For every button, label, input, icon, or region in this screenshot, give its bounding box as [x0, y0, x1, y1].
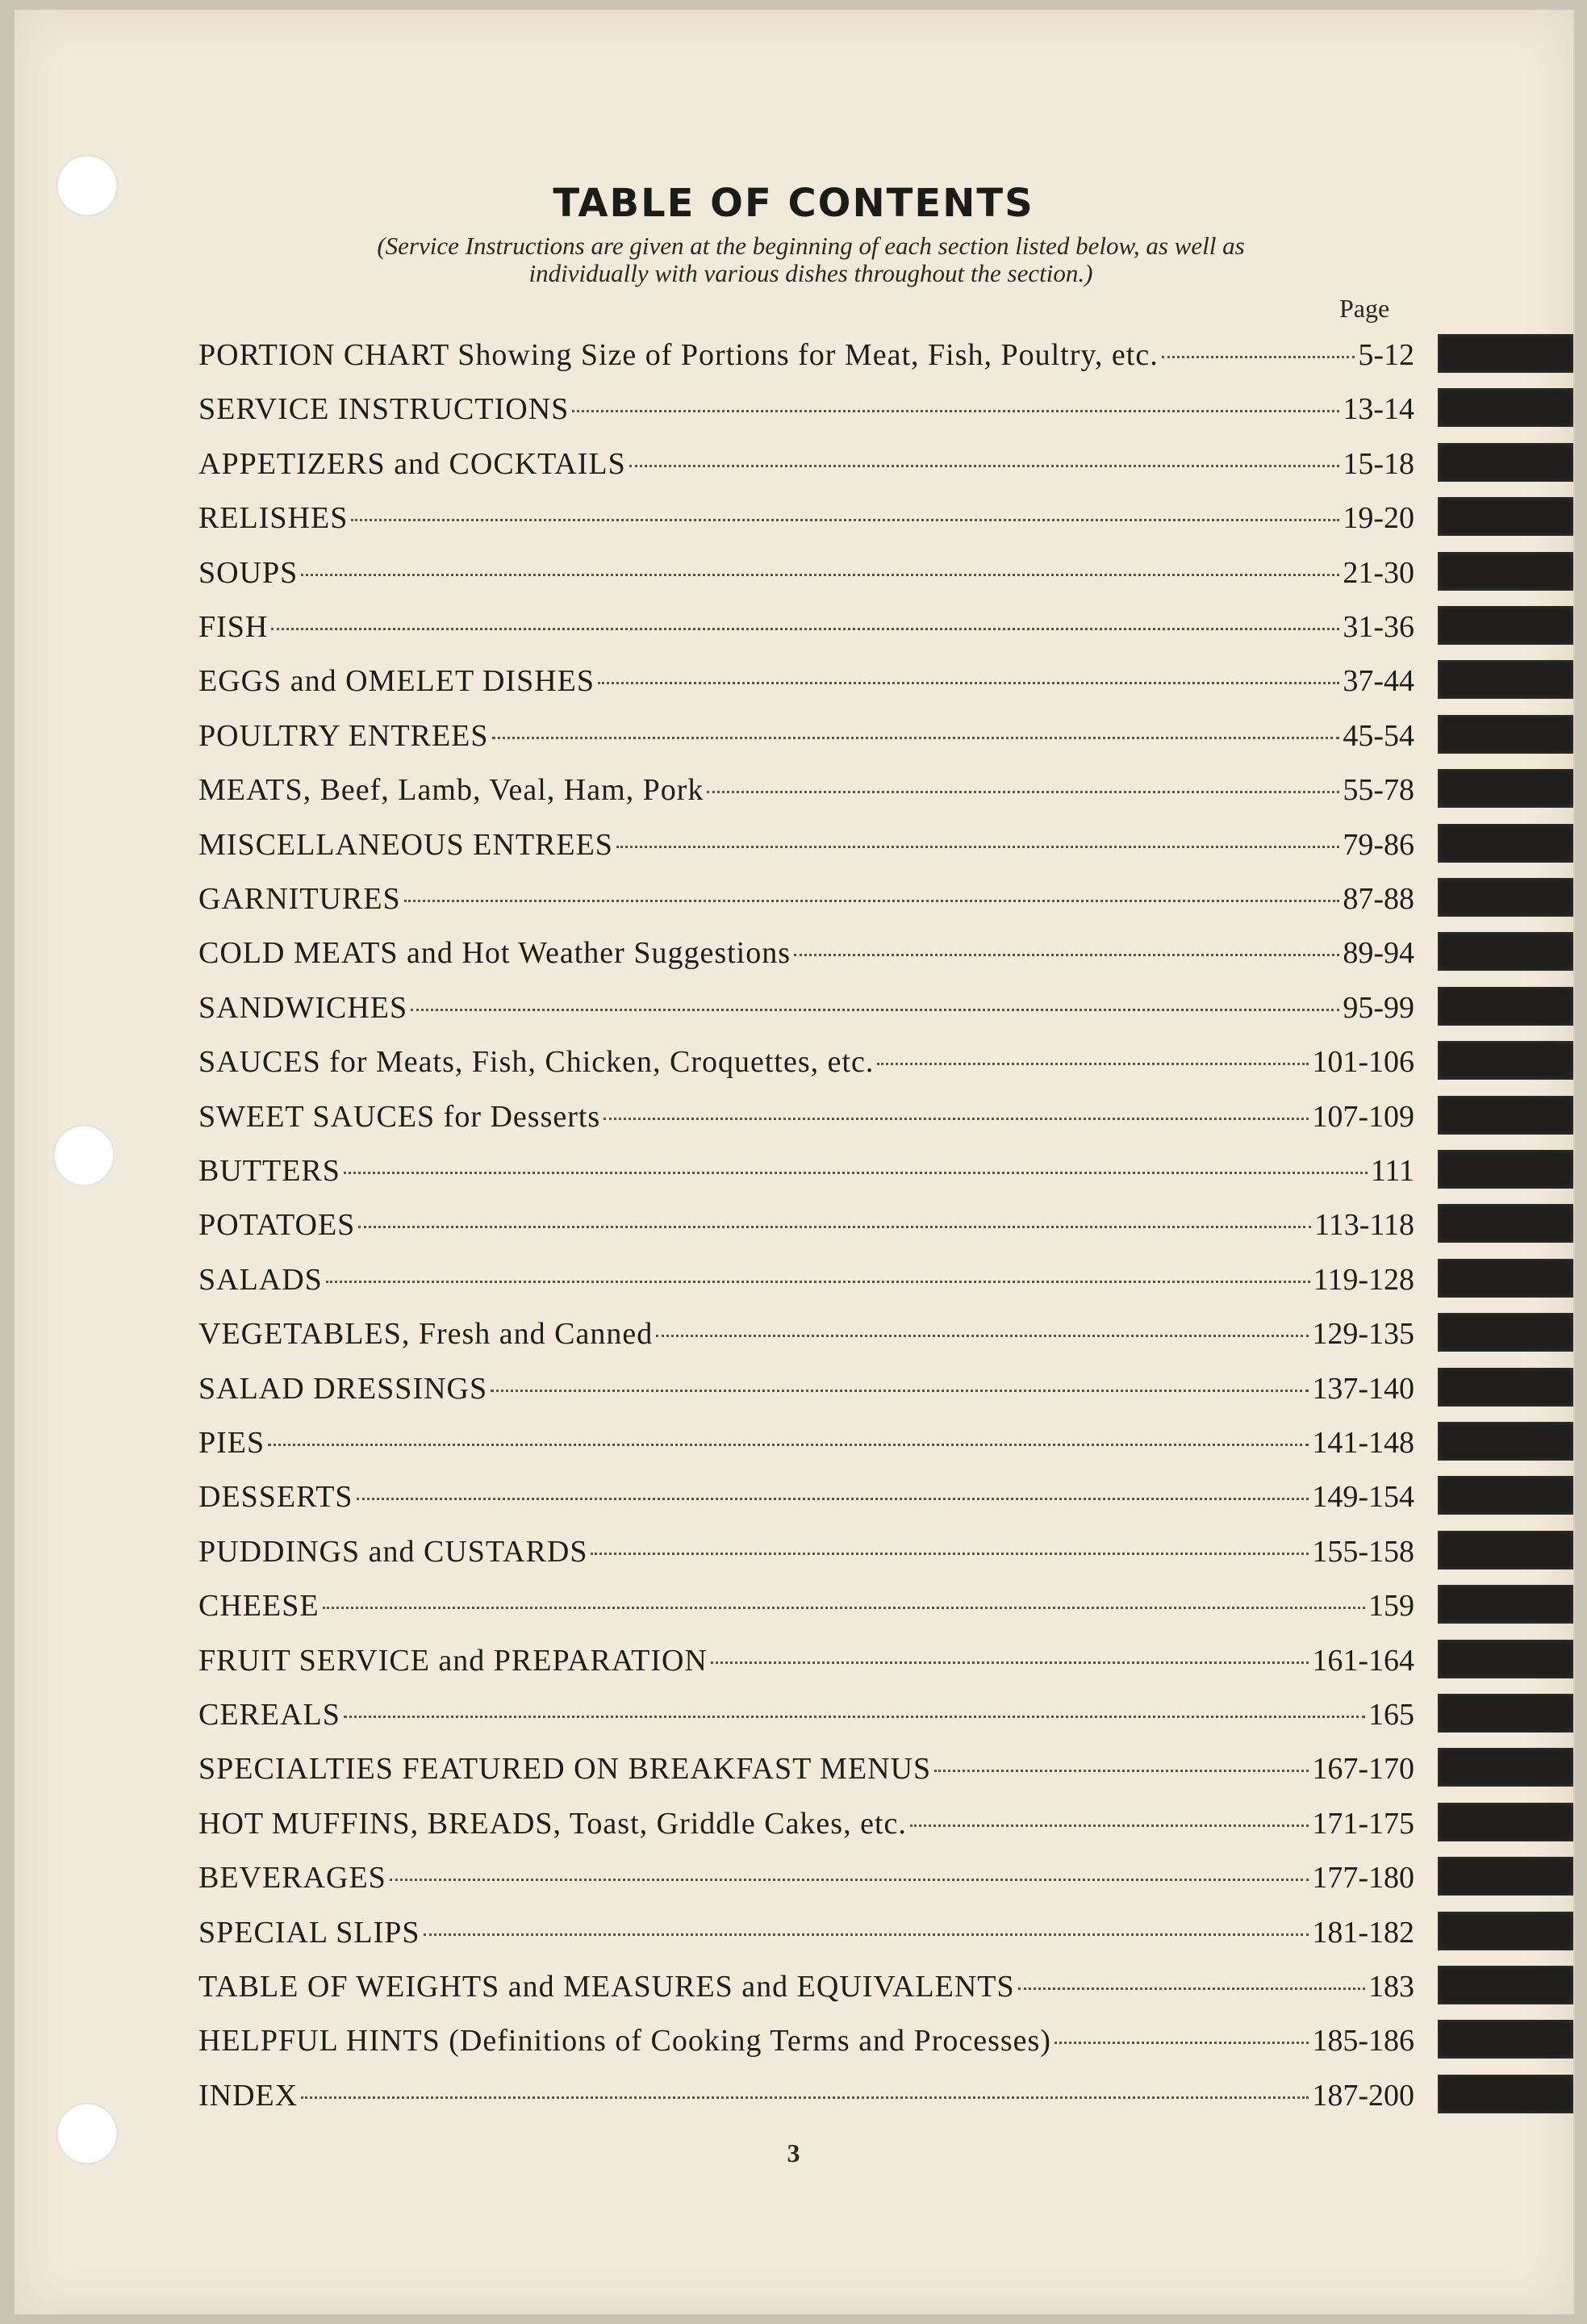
toc-entry-label: SAUCES for Meats, Fish, Chicken, Croquettes, etc. [198, 1045, 875, 1079]
toc-entry[interactable] [198, 772, 1414, 813]
toc-entry-label: PUDDINGS and CUSTARDS [198, 1535, 588, 1569]
toc-entry[interactable] [198, 1153, 1414, 1193]
toc-entry-label: BUTTERS [198, 1154, 340, 1188]
toc-entry-pages: 79-86 [1343, 828, 1414, 862]
section-thumb-tab[interactable] [1438, 1041, 1573, 1080]
toc-entry-pages: 113-118 [1314, 1208, 1414, 1242]
toc-entry-label: POTATOES [198, 1208, 356, 1242]
section-thumb-tab[interactable] [1438, 1259, 1573, 1298]
toc-entry[interactable] [198, 1969, 1414, 2009]
toc-entry[interactable] [198, 1915, 1414, 1955]
toc-entry-pages: 177-180 [1312, 1861, 1414, 1895]
toc-entry-label: MISCELLANEOUS ENTREES [198, 828, 613, 862]
toc-entry-pages: 149-154 [1312, 1480, 1414, 1514]
toc-entry[interactable] [198, 935, 1414, 976]
page-number: 3 [787, 2138, 800, 2167]
toc-entry[interactable] [198, 446, 1414, 487]
leader-dots [268, 1444, 1309, 1446]
toc-entry[interactable] [198, 1643, 1414, 1683]
toc-entry-label: FRUIT SERVICE and PREPARATION [198, 1644, 708, 1678]
leader-dots [411, 1009, 1339, 1011]
section-thumb-tab[interactable] [1438, 497, 1573, 536]
toc-entry-pages: 155-158 [1312, 1535, 1414, 1569]
leader-dots [616, 846, 1339, 848]
section-thumb-tab[interactable] [1438, 715, 1573, 754]
toc-entry[interactable] [198, 1425, 1414, 1465]
toc-entry-pages: 15-18 [1343, 447, 1414, 481]
toc-entry[interactable] [198, 663, 1414, 704]
toc-entry-pages: 95-99 [1343, 991, 1414, 1025]
section-thumb-tab[interactable] [1438, 1313, 1573, 1352]
toc-entry-label: COLD MEATS and Hot Weather Suggestions [198, 936, 791, 970]
section-thumb-tab[interactable] [1438, 1531, 1573, 1570]
section-thumb-tab[interactable] [1438, 1857, 1573, 1896]
leader-dots [707, 791, 1339, 793]
leader-dots [572, 410, 1339, 412]
leader-dots [1018, 1988, 1365, 1990]
toc-entry-pages: 159 [1368, 1589, 1414, 1623]
section-thumb-tab[interactable] [1438, 2075, 1573, 2113]
toc-entry-pages: 181-182 [1312, 1916, 1414, 1950]
leader-dots [271, 628, 1339, 630]
section-thumb-tab[interactable] [1438, 660, 1573, 699]
leader-dots [358, 1226, 1311, 1228]
leader-dots [711, 1661, 1309, 1664]
toc-entry[interactable] [198, 1262, 1414, 1302]
toc-entry-label: RELISHES [198, 501, 349, 535]
section-thumb-tab[interactable] [1438, 1476, 1573, 1515]
toc-entry-label: INDEX [198, 2079, 299, 2113]
section-thumb-tab[interactable] [1438, 932, 1573, 971]
toc-entry-pages: 119-128 [1313, 1263, 1414, 1297]
toc-entry-label: SALADS [198, 1263, 323, 1297]
toc-entry[interactable] [198, 1099, 1414, 1139]
leader-dots [301, 2096, 1309, 2099]
toc-entry-label: HOT MUFFINS, BREADS, Toast, Griddle Cakes, etc. [198, 1807, 907, 1841]
leader-dots [344, 1716, 1365, 1718]
leader-dots [424, 1933, 1309, 1936]
leader-dots [603, 1118, 1309, 1120]
toc-entry[interactable] [198, 1697, 1414, 1737]
leader-dots [656, 1335, 1309, 1337]
toc-entry-pages: 141-148 [1312, 1426, 1414, 1460]
toc-entry-pages: 19-20 [1343, 501, 1414, 535]
toc-entry-label: SPECIAL SLIPS [198, 1916, 420, 1950]
section-thumb-tab[interactable] [1438, 1585, 1573, 1624]
leader-dots [323, 1607, 1365, 1609]
leader-dots [491, 1390, 1309, 1392]
page-title: TABLE OF CONTENTS [553, 181, 1034, 226]
toc-entry[interactable] [198, 1479, 1414, 1519]
toc-entry[interactable] [198, 1588, 1414, 1628]
page-column-header: Page [1339, 294, 1390, 323]
toc-entry[interactable] [198, 827, 1414, 867]
toc-entry-label: POULTRY ENTREES [198, 719, 489, 753]
section-thumb-tab[interactable] [1438, 2020, 1573, 2059]
service-note: (Service Instructions are given at the beginning of each section listed below, as well as individually with various dishes throughout the section.) [377, 232, 1245, 287]
section-thumb-tab[interactable] [1438, 1204, 1573, 1243]
toc-entry-label: PORTION CHART Showing Size of Portions for Meat, Fish, Poultry, etc. [198, 338, 1159, 372]
leader-dots [492, 737, 1340, 739]
toc-entry-pages: 165 [1368, 1698, 1414, 1732]
toc-entry-pages: 111 [1370, 1154, 1414, 1188]
section-thumb-tab[interactable] [1438, 1966, 1573, 2004]
toc-entry[interactable] [198, 337, 1414, 378]
toc-entry-label: DESSERTS [198, 1480, 353, 1514]
section-thumb-tab[interactable] [1438, 824, 1573, 863]
toc-entry[interactable] [198, 2078, 1414, 2118]
leader-dots [1162, 356, 1355, 358]
leader-dots [351, 519, 1339, 521]
toc-entry[interactable] [198, 2023, 1414, 2063]
toc-entry[interactable] [198, 1044, 1414, 1085]
section-thumb-tab[interactable] [1438, 1748, 1573, 1787]
toc-entry-pages: 167-170 [1312, 1752, 1414, 1786]
toc-entry-pages: 129-135 [1312, 1317, 1414, 1351]
leader-dots [629, 465, 1340, 467]
toc-entry-pages: 89-94 [1343, 936, 1414, 970]
section-thumb-tab[interactable] [1438, 769, 1573, 808]
leader-dots [344, 1172, 1368, 1174]
leader-dots [598, 682, 1339, 684]
toc-entry-pages: 55-78 [1343, 773, 1414, 807]
toc-entry-pages: 107-109 [1312, 1100, 1414, 1134]
leader-dots [910, 1825, 1309, 1827]
toc-entry-label: SOUPS [198, 556, 299, 590]
toc-entry[interactable] [198, 1534, 1414, 1574]
toc-entry-pages: 5-12 [1358, 338, 1414, 372]
leader-dots [326, 1281, 1310, 1283]
toc-entry-label: TABLE OF WEIGHTS and MEASURES and EQUIVALENTS [198, 1970, 1015, 2004]
section-thumb-tab[interactable] [1438, 334, 1573, 373]
toc-entry-pages: 45-54 [1343, 719, 1414, 753]
toc-entry[interactable] [198, 1316, 1414, 1356]
toc-entry-label: PIES [198, 1426, 265, 1460]
toc-entry-pages: 187-200 [1312, 2079, 1414, 2113]
toc-entry-pages: 21-30 [1343, 556, 1414, 590]
toc-entry-label: GARNITURES [198, 882, 401, 916]
section-thumb-tab[interactable] [1438, 1912, 1573, 1950]
section-thumb-tab[interactable] [1438, 388, 1573, 427]
toc-entry-pages: 37-44 [1343, 664, 1414, 698]
leader-dots [591, 1553, 1309, 1555]
section-thumb-tab[interactable] [1438, 1640, 1573, 1678]
leader-dots [357, 1498, 1309, 1500]
toc-entry-pages: 87-88 [1343, 882, 1414, 916]
section-thumb-tab[interactable] [1438, 443, 1573, 482]
toc-entry[interactable] [198, 718, 1414, 759]
toc-entry-label: MEATS, Beef, Lamb, Veal, Ham, Pork [198, 773, 704, 807]
toc-entry-pages: 161-164 [1312, 1644, 1414, 1678]
toc-entry-pages: 101-106 [1312, 1045, 1414, 1079]
toc-entry-label: SWEET SAUCES for Desserts [198, 1100, 601, 1134]
section-thumb-tab[interactable] [1438, 1096, 1573, 1135]
toc-entry-label: CHEESE [198, 1589, 319, 1623]
section-thumb-tab[interactable] [1438, 1694, 1573, 1733]
section-thumb-tab[interactable] [1438, 552, 1573, 591]
toc-entry[interactable] [198, 555, 1414, 596]
section-thumb-tab[interactable] [1438, 878, 1573, 917]
toc-entry-pages: 13-14 [1343, 392, 1414, 426]
leader-dots [794, 954, 1339, 956]
toc-entry[interactable] [198, 881, 1414, 922]
toc-entry-label: APPETIZERS and COCKTAILS [198, 447, 626, 481]
toc-entry-label: VEGETABLES, Fresh and Canned [198, 1317, 654, 1351]
toc-entry[interactable] [198, 1860, 1414, 1900]
section-thumb-tab[interactable] [1438, 987, 1573, 1026]
toc-entry-label: BEVERAGES [198, 1861, 386, 1895]
toc-entry-label: FISH [198, 610, 269, 644]
leader-dots [877, 1063, 1309, 1065]
toc-entry-pages: 171-175 [1312, 1807, 1414, 1841]
toc-entry-label: SERVICE INSTRUCTIONS [198, 392, 570, 426]
toc-entry[interactable] [198, 1207, 1414, 1248]
toc-entry[interactable] [198, 391, 1414, 432]
toc-entry-label: EGGS and OMELET DISHES [198, 664, 595, 698]
section-thumb-tab[interactable] [1438, 1368, 1573, 1407]
toc-entry[interactable] [198, 990, 1414, 1030]
leader-dots [301, 574, 1339, 576]
section-thumb-tab[interactable] [1438, 1150, 1573, 1189]
toc-entry-label: CEREALS [198, 1698, 340, 1732]
leader-dots [934, 1770, 1309, 1772]
section-thumb-tab[interactable] [1438, 1803, 1573, 1841]
toc-entry[interactable] [198, 500, 1414, 541]
toc-entry[interactable] [198, 1751, 1414, 1791]
toc-entry-pages: 183 [1368, 1970, 1414, 2004]
leader-dots [1055, 2042, 1309, 2044]
leader-dots [404, 900, 1340, 902]
toc-entry[interactable] [198, 1806, 1414, 1846]
section-thumb-tab[interactable] [1438, 606, 1573, 645]
toc-entry-pages: 31-36 [1343, 610, 1414, 644]
toc-entry-pages: 137-140 [1312, 1372, 1414, 1406]
toc-entry[interactable] [198, 1371, 1414, 1411]
toc-entry-label: SALAD DRESSINGS [198, 1372, 488, 1406]
toc-entry-label: HELPFUL HINTS (Definitions of Cooking Terms and Processes) [198, 2024, 1051, 2058]
toc-entry-pages: 185-186 [1312, 2024, 1414, 2058]
toc-entry-label: SANDWICHES [198, 991, 408, 1025]
toc-entry-label: SPECIALTIES FEATURED ON BREAKFAST MENUS [198, 1752, 932, 1786]
toc-entry[interactable] [198, 609, 1414, 650]
section-thumb-tab[interactable] [1438, 1422, 1573, 1461]
leader-dots [390, 1879, 1309, 1881]
